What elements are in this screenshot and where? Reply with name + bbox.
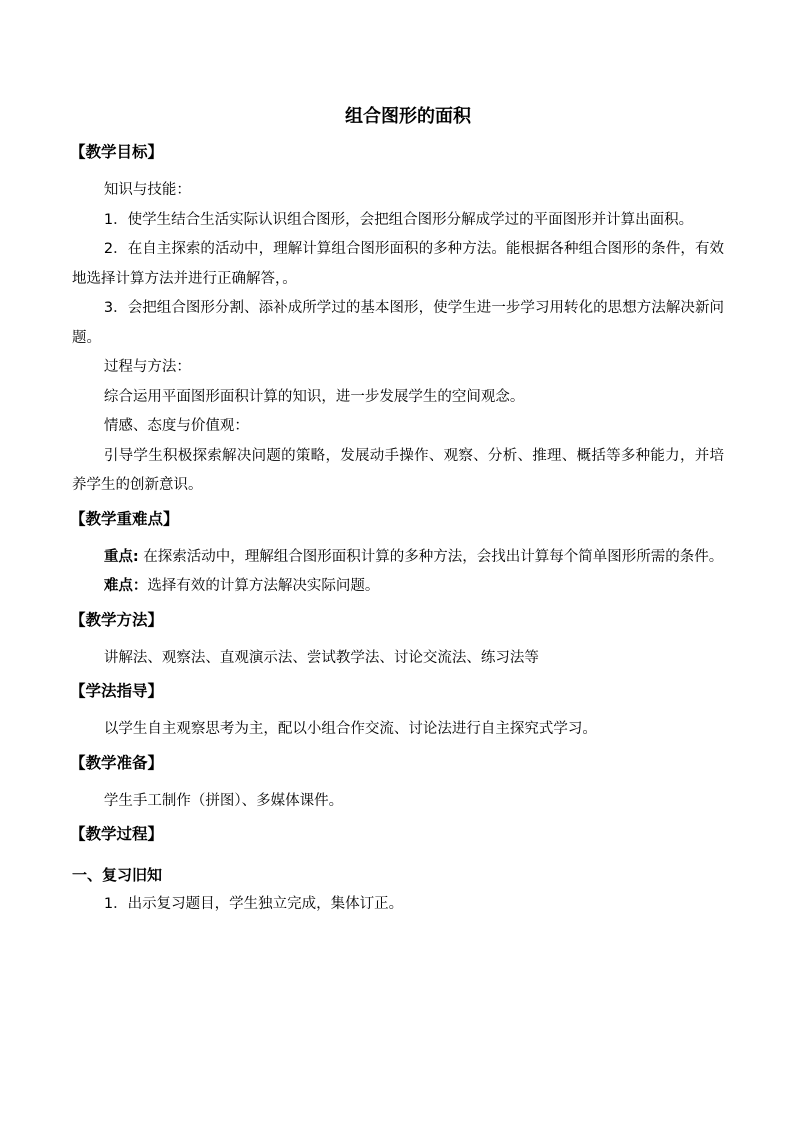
key-point-label: 重点: [103,548,139,565]
document-title: 组合图形的面积 [345,106,471,127]
process-method-label: 过程与方法： [103,359,191,375]
difficult-point-text: 选择有效的计算方法解决实际问题。 [147,578,380,594]
section-review: 一、复习旧知 [72,866,163,884]
document-page [72,100,724,920]
heading-key-points: 【教学重难点】 [70,509,179,528]
goal-item-1: 1．使学生结合生活实际认识组合图形，会把组合图形分解成学过的平面图形并计算出面积。 [103,211,694,228]
heading-teaching-process: 【教学过程】 [70,825,164,843]
heading-teaching-goals: 【教学目标】 [70,143,164,161]
heading-study-guide: 【学法指导】 [70,682,164,700]
heading-teaching-methods: 【教学方法】 [70,610,164,629]
process-method-text: 综合运用平面图形面积计算的知识，进一步发展学生的空间观念。 [103,388,525,405]
study-guide-text: 以学生自主观察思考为主，配以小组合作交流、讨论法进行自主探究式学习。 [103,721,597,737]
heading-preparation: 【教学准备】 [70,753,164,772]
key-point-paragraph [72,543,724,573]
key-point-text: 在探索活动中，理解组合图形面积计算的多种方法，会找出计算每个简单图形所需的条件。 [138,548,724,565]
difficult-point-paragraph [72,572,724,602]
difficult-point-label: 难点： [103,578,148,594]
emotion-text: 引导学生积极探索解决问题的策略，发展动手操作、观察、分析、推理、概括等多种能力，并培养学生的创新意识。 [72,447,724,493]
review-item-1: 1．出示复习题目，学生独立完成，集体订正。 [103,896,404,912]
knowledge-label: 知识与技能： [103,182,191,198]
teaching-methods-text: 讲解法、观察法、直观演示法、尝试教学法、讨论交流法、练习法等 [103,649,539,666]
preparation-text: 学生手工制作（拼图）、多媒体课件。 [103,792,344,809]
emotion-label: 情感、态度与价值观： [103,418,249,434]
goal-item-2: 2．在自主探索的活动中，理解计算组合图形面积的多种方法。能根据各种组合图形的条件，有效地选择计算方法并进行正确解答，。 [72,241,724,287]
goal-item-3: 3．会把组合图形分割、添补成所学过的基本图形，使学生进一步学习用转化的思想方法解决新问题。 [72,300,724,346]
